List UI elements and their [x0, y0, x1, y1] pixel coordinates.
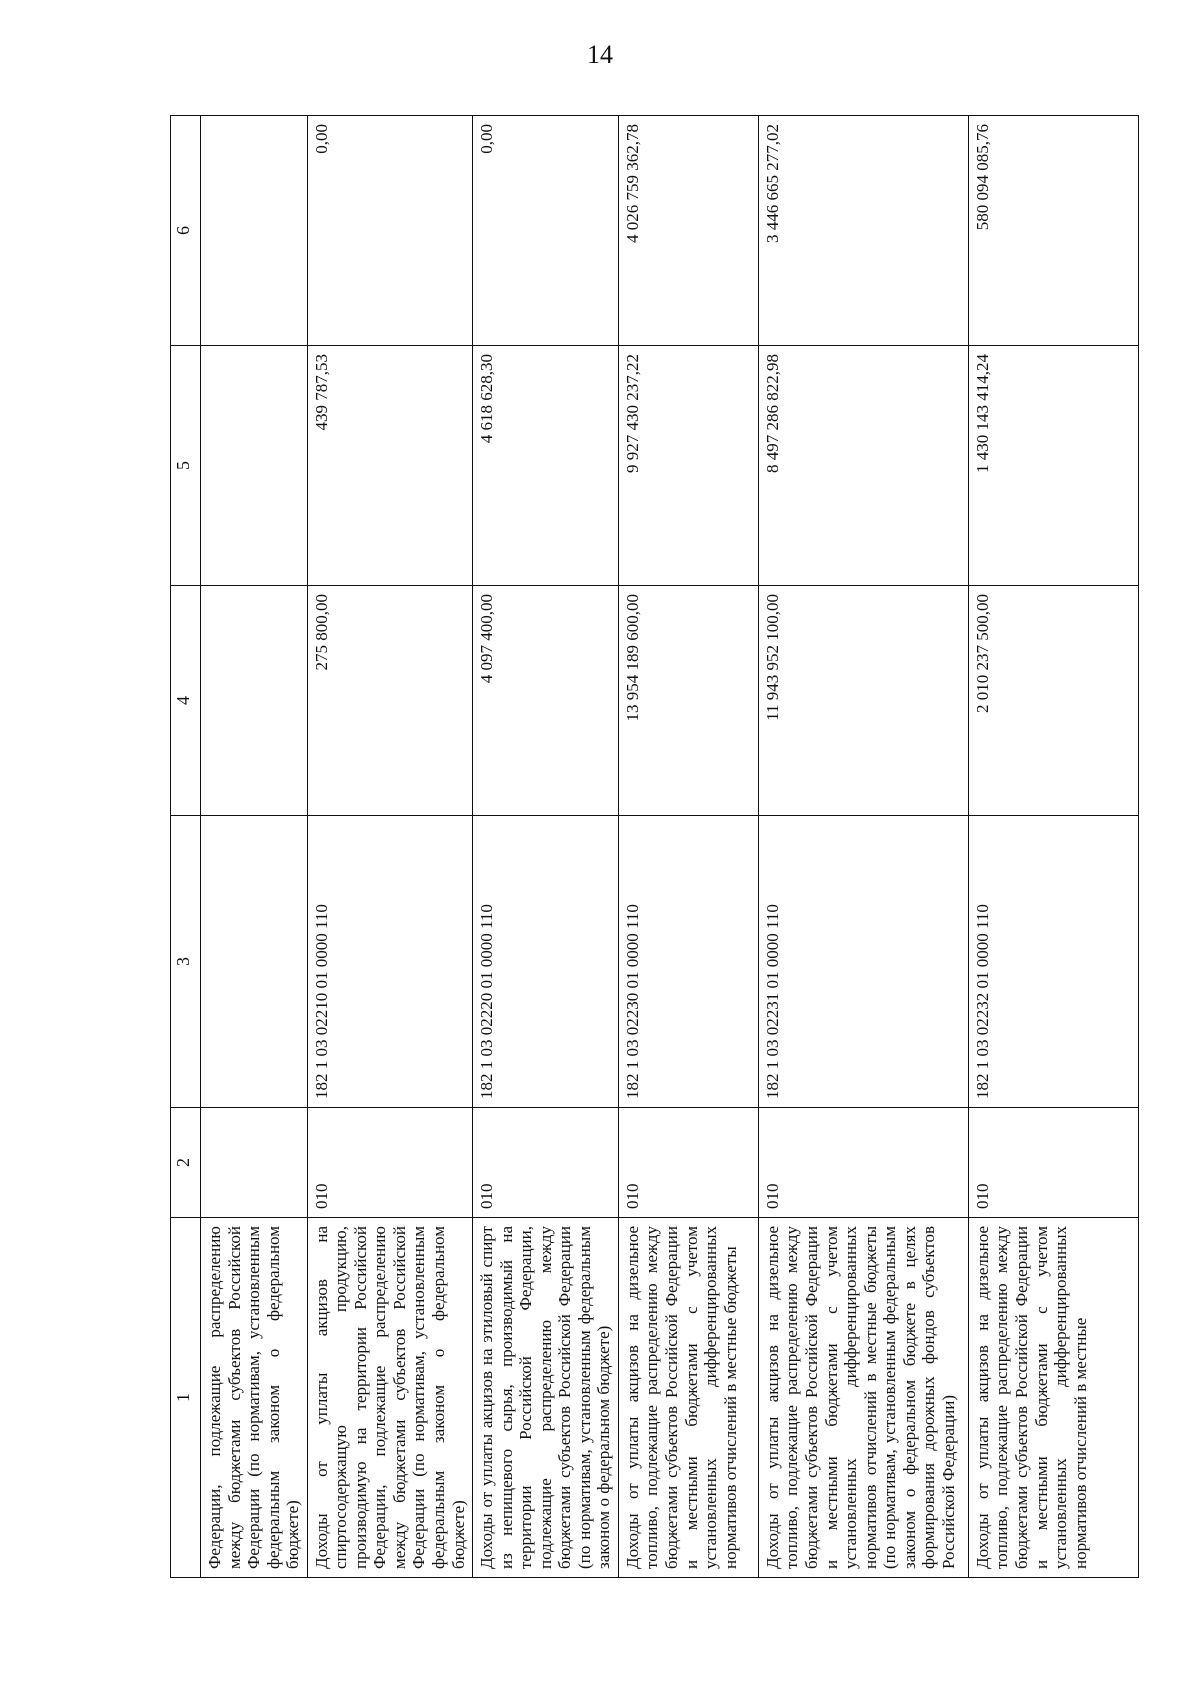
budget-revenue-table	[170, 115, 1139, 1578]
row-description: Доходы от уплаты акцизов на дизельное топливо, подлежащие распределению между бюджетами субъектов Российской Федерации и местными бюджетами с учетом установленных дифференцированных нормативов отчислений в местные бюджеты (по нормативам, установленным федеральным законом о федеральном бюджете в целях формирования дорожных фондов субъектов Российской Федерации)	[758, 1218, 968, 1578]
row-value-col6: 3 446 665 277,02	[758, 116, 968, 346]
page-number: 14	[587, 40, 613, 69]
row-value-col5: 9 927 430 237,22	[618, 346, 758, 586]
header-col-6: 6	[171, 116, 201, 346]
row-value-col4	[201, 586, 308, 816]
header-col-2: 2	[171, 1108, 201, 1218]
row-value-col5: 1 430 143 414,24	[968, 346, 1138, 586]
header-col-1: 1	[171, 1218, 201, 1578]
row-description: Доходы от уплаты акцизов на дизельное топливо, подлежащие распределению между бюджетами субъектов Российской Федерации и местными бюджетами с учетом установленных дифференцированных нормативов отчислений в местные бюджеты	[618, 1218, 758, 1578]
table-row	[307, 116, 472, 1578]
row-value-col6: 0,00	[307, 116, 472, 346]
row-code: 010	[618, 1108, 758, 1218]
row-value-col5: 439 787,53	[307, 346, 472, 586]
table-row	[968, 116, 1138, 1578]
row-code: 010	[968, 1108, 1138, 1218]
row-value-col4: 11 943 952 100,00	[758, 586, 968, 816]
row-kbk: 182 1 03 02220 01 0000 110	[473, 816, 619, 1108]
row-code	[201, 1108, 308, 1218]
row-code: 010	[473, 1108, 619, 1218]
row-value-col4: 2 010 237 500,00	[968, 586, 1138, 816]
row-value-col5: 8 497 286 822,98	[758, 346, 968, 586]
row-kbk	[201, 816, 308, 1108]
row-value-col6: 580 094 085,76	[968, 116, 1138, 346]
table-row	[201, 116, 308, 1578]
table-header-row	[171, 116, 201, 1578]
row-kbk: 182 1 03 02210 01 0000 110	[307, 816, 472, 1108]
row-kbk: 182 1 03 02230 01 0000 110	[618, 816, 758, 1108]
row-description: Федерации, подлежащие распределению между бюджетами субъектов Российской Федерации (по нормативам, установленным федеральным законом о федеральном бюджете)	[201, 1218, 308, 1578]
table-row	[618, 116, 758, 1578]
row-code: 010	[758, 1108, 968, 1218]
row-value-col6: 0,00	[473, 116, 619, 346]
row-code: 010	[307, 1108, 472, 1218]
row-value-col4: 275 800,00	[307, 586, 472, 816]
row-value-col5	[201, 346, 308, 586]
row-kbk: 182 1 03 02232 01 0000 110	[968, 816, 1138, 1108]
row-value-col5: 4 618 628,30	[473, 346, 619, 586]
row-value-col6: 4 026 759 362,78	[618, 116, 758, 346]
rotated-table-container	[170, 116, 1100, 1578]
header-col-5: 5	[171, 346, 201, 586]
header-col-3: 3	[171, 816, 201, 1108]
table-row	[758, 116, 968, 1578]
row-value-col4: 4 097 400,00	[473, 586, 619, 816]
row-description: Доходы от уплаты акцизов на спиртосодержащую продукцию, производимую на территории Российской Федерации, подлежащие распределению между бюджетами субъектов Российской Федерации (по нормативам, установленным федеральным законом о федеральном бюджете)	[307, 1218, 472, 1578]
header-col-4: 4	[171, 586, 201, 816]
row-value-col4: 13 954 189 600,00	[618, 586, 758, 816]
row-description: Доходы от уплаты акцизов на дизельное топливо, подлежащие распределению между бюджетами субъектов Российской Федерации и местными бюджетами с учетом установленных дифференцированных нормативов отчислений в местные	[968, 1218, 1138, 1578]
row-description: Доходы от уплаты акцизов на этиловый спирт из непищевого сырья, производимый на территории Российской Федерации, подлежащие распределению между бюджетами субъектов Российской Федерации (по нормативам, установленным федеральным законом о федеральном бюджете)	[473, 1218, 619, 1578]
table-row	[473, 116, 619, 1578]
row-kbk: 182 1 03 02231 01 0000 110	[758, 816, 968, 1108]
row-value-col6	[201, 116, 308, 346]
